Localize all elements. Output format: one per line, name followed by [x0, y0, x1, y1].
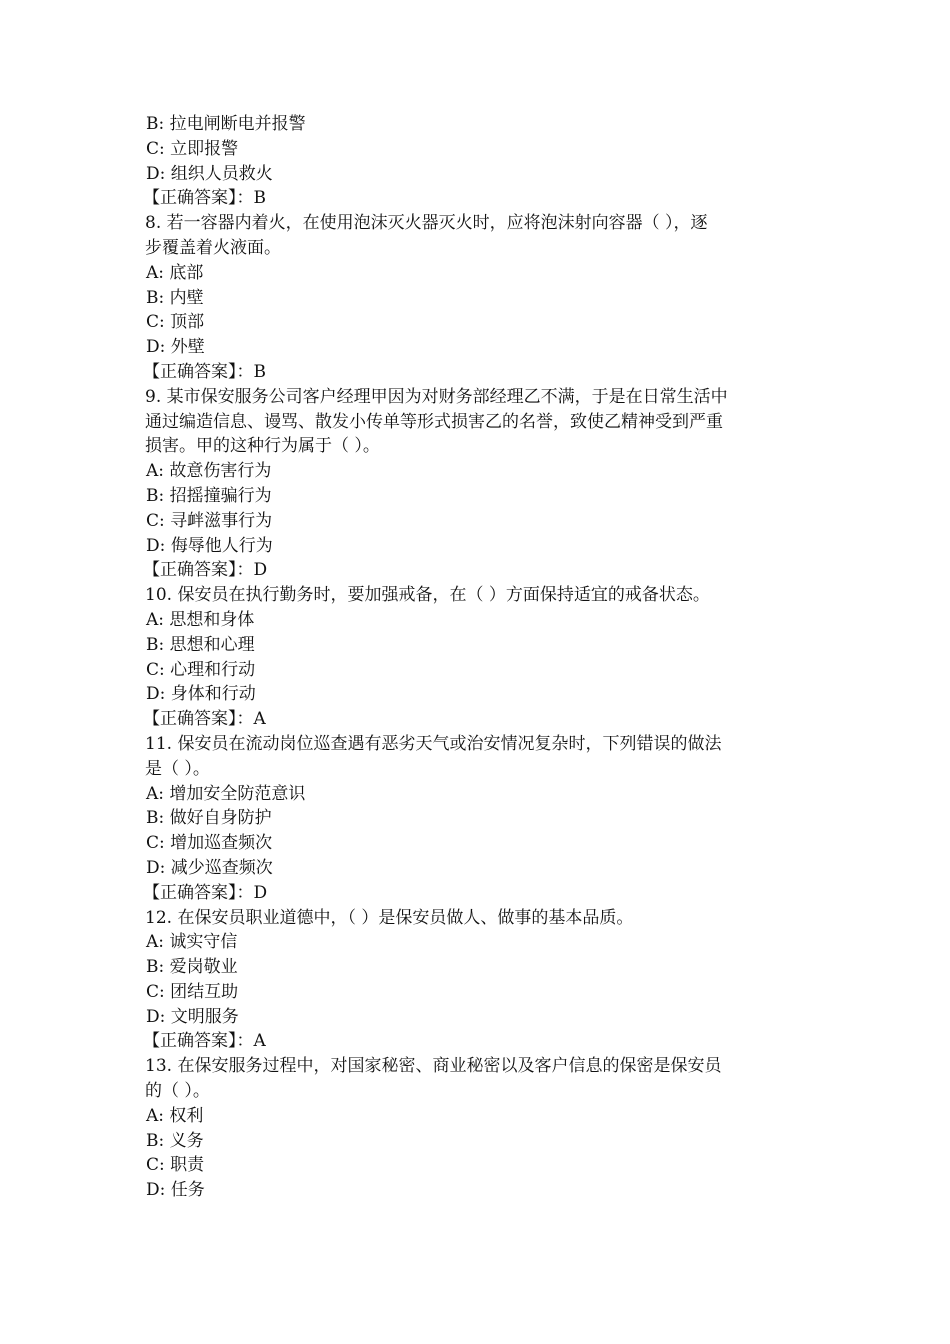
question-13	[145, 1054, 810, 1203]
option-b: B: 爱岗敬业	[146, 957, 238, 978]
document-page	[145, 112, 810, 1203]
option-b: B: 拉电闸断电并报警	[146, 114, 306, 134]
option-d: D: 文明服务	[146, 1006, 239, 1027]
option-d: D: 外壁	[146, 337, 205, 358]
option-a: A: 底部	[146, 262, 204, 283]
option-c: C: 立即报警	[146, 138, 239, 159]
option-d: D: 组织人员救火	[146, 163, 273, 184]
option-a: A: 诚实守信	[146, 932, 238, 953]
option-d: D: 侮辱他人行为	[146, 535, 273, 556]
option-c: C: 顶部	[146, 312, 205, 333]
option-d: D: 身体和行动	[146, 684, 256, 705]
question-stem: 的（ ）。	[145, 1081, 210, 1102]
option-a: A: 增加安全防范意识	[146, 783, 306, 804]
option-c: C: 增加巡查频次	[146, 833, 273, 854]
option-c: C: 职责	[146, 1155, 205, 1176]
option-b: B: 内壁	[146, 287, 204, 308]
correct-answer: 【正确答案】：B	[143, 361, 266, 382]
correct-answer: 【正确答案】：A	[143, 1031, 266, 1052]
question-stem: 损害。甲的这种行为属于（ ）。	[145, 436, 380, 457]
option-c: C: 团结互助	[146, 981, 239, 1002]
option-a: A: 权利	[146, 1105, 204, 1126]
question-stem: 通过编造信息、谩骂、散发小传单等形式损害乙的名誉，致使乙精神受到严重	[145, 411, 723, 432]
correct-answer: 【正确答案】：D	[143, 882, 268, 903]
question-8	[145, 211, 810, 385]
question-stem: 步覆盖着火液面。	[145, 237, 281, 258]
previous-question-tail	[145, 112, 810, 211]
question-stem: 10. 保安员在执行勤务时，要加强戒备，在（ ）方面保持适宜的戒备状态。	[145, 585, 710, 606]
question-stem: 11. 保安员在流动岗位巡查遇有恶劣天气或治安情况复杂时，下列错误的做法	[145, 733, 722, 754]
option-b: B: 做好自身防护	[146, 808, 272, 829]
question-stem: 8. 若一容器内着火，在使用泡沫灭火器灭火时，应将泡沫射向容器（ ），逐	[145, 213, 708, 234]
question-9	[145, 385, 810, 583]
question-10	[145, 583, 810, 732]
option-b: B: 招摇撞骗行为	[146, 485, 272, 506]
question-11	[145, 732, 810, 906]
option-c: C: 寻衅滋事行为	[146, 510, 273, 531]
question-12	[145, 906, 810, 1055]
option-b: B: 思想和心理	[146, 634, 255, 655]
option-d: D: 减少巡查频次	[146, 857, 273, 878]
option-a: A: 思想和身体	[146, 609, 255, 630]
correct-answer: 【正确答案】：B	[143, 188, 266, 209]
correct-answer: 【正确答案】：D	[143, 560, 268, 581]
question-stem: 13. 在保安服务过程中，对国家秘密、商业秘密以及客户信息的保密是保安员	[145, 1056, 722, 1077]
option-d: D: 任务	[146, 1180, 205, 1201]
correct-answer: 【正确答案】：A	[143, 709, 266, 730]
option-c: C: 心理和行动	[146, 659, 256, 680]
question-stem: 9. 某市保安服务公司客户经理甲因为对财务部经理乙不满，于是在日常生活中	[145, 386, 728, 407]
question-stem: 12. 在保安员职业道德中，（ ）是保安员做人、做事的基本品质。	[145, 907, 634, 928]
question-stem: 是（ ）。	[145, 758, 210, 779]
option-b: B: 义务	[146, 1130, 204, 1151]
option-a: A: 故意伤害行为	[146, 461, 272, 482]
